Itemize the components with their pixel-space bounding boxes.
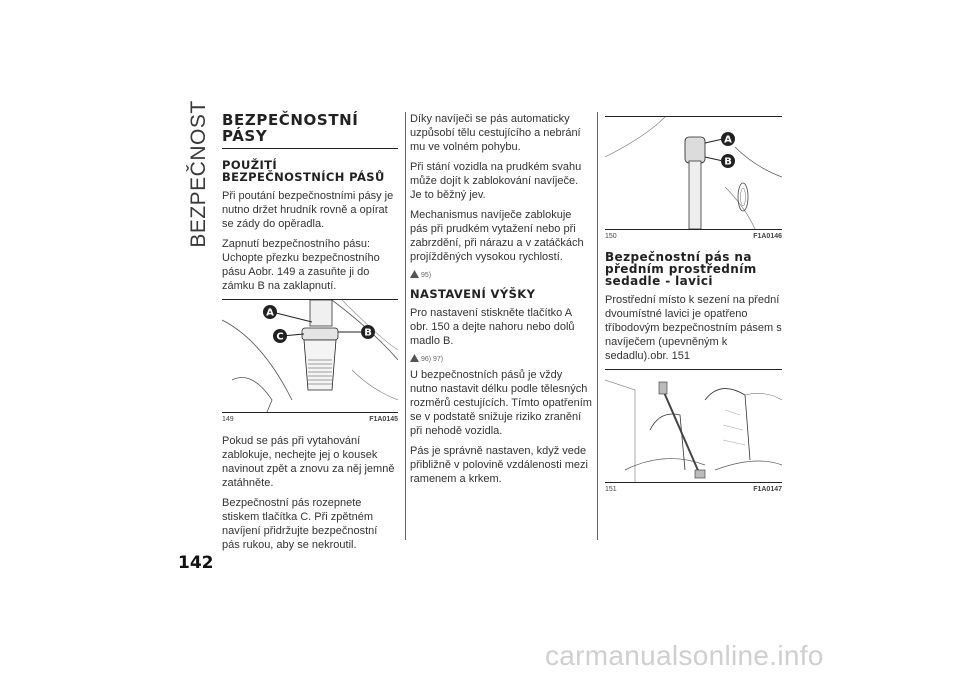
svg-text:A: A <box>266 307 274 319</box>
column-1 <box>222 112 398 558</box>
svg-text:B: B <box>364 327 372 339</box>
column-divider <box>597 112 598 540</box>
figure-150 <box>605 116 782 230</box>
page-number: 142 <box>178 553 214 573</box>
paragraph: Pokud se pás při vytahování zablokuje, nechejte jej o kousek navinout zpět a znovu za něj jemně zatáhněte. <box>222 435 395 489</box>
figure-151 <box>605 369 782 483</box>
paragraph: U bezpečnostních pásů je vždy nutno nastavit délku podle tělesných rozměrů cestujících. Tímto opatřením se v podstatě snižuje riziko zranění při nehodě vozidla. <box>410 369 592 437</box>
paragraph: Zapnutí bezpečnostního pásu: Uchopte přezku bezpečnostního pásu Aobr. 149 a zasuňte ji do zámku B na zaklapnutí. <box>222 238 380 292</box>
figure-caption <box>605 485 782 494</box>
paragraph: Prostřední místo k sezení na přední dvoumístné lavici je opatřeno tříbodovým bezpečnostním pásem s navíječem (upevněným k sedadlu).obr. 151 <box>605 294 782 362</box>
figure-code: F1A0145 <box>369 416 398 423</box>
figure-code: F1A0146 <box>753 233 782 240</box>
paragraph: Pro nastavení stiskněte tlačítko A obr. 150 a dejte nahoru nebo dolů madlo B. <box>410 307 575 347</box>
paragraph: Bezpečnostní pás rozepnete stiskem tlačítka C. Při zpětném navíjení přidržujte bezpečnostní pás rukou, aby se nekroutil. <box>222 497 378 551</box>
column-3 <box>605 112 782 504</box>
figure-code: F1A0147 <box>753 486 782 493</box>
height-adjuster-illustration <box>605 117 782 229</box>
paragraph: Pás je správně nastaven, když vede přibližně v polovině vzdálenosti mezi ramenem a krkem. <box>410 445 588 485</box>
subsection-title: POUŽITÍ BEZPEČNOSTNÍCH PÁSŮ <box>222 158 385 184</box>
paragraph: Díky navíječi se pás automaticky uzpůsobí tělu cestujícího a nebrání mu ve volném pohybu. <box>410 113 581 153</box>
section-tab <box>182 100 216 248</box>
subsection-title: NASTAVENÍ VÝŠKY <box>410 287 536 301</box>
middle-seat-belt-illustration <box>605 370 782 482</box>
figure-caption <box>605 232 782 241</box>
watermark: carmanualsonline.info <box>545 640 824 671</box>
section-tab-label: BEZPEČNOST <box>187 100 210 248</box>
figure-caption <box>222 415 398 424</box>
paragraph: Při stání vozidla na prudkém svahu může dojít k zablokování navíječe. Je to běžný jev. <box>410 161 582 201</box>
figure-number: 150 <box>605 233 617 240</box>
figure-number: 149 <box>222 416 234 423</box>
column-divider <box>405 112 406 540</box>
paragraph: Mechanismus navíječe zablokuje pás při prudkém vytažení nebo při zabrzdění, při nárazu a v zatáčkách projížděných vysokou rychlostí. <box>410 209 584 263</box>
subsection-title: Bezpečnostní pás na předním prostředním sedadle - lavici <box>605 250 757 288</box>
paragraph: Při poutání bezpečnostními pásy je nutno držet hrudník rovně a opírat se zády do opěradla. <box>222 190 394 230</box>
warning-icon <box>410 354 419 362</box>
warning-reference: 96) 97) <box>410 354 592 364</box>
figure-number: 151 <box>605 486 617 493</box>
seatbelt-buckle-illustration <box>222 300 398 412</box>
section-title: BEZPEČNOSTNÍ PÁSY <box>222 112 398 149</box>
svg-text:C: C <box>276 331 284 343</box>
svg-text:B: B <box>724 156 732 168</box>
figure-149 <box>222 299 398 413</box>
warning-reference: 95) <box>410 270 592 280</box>
warning-icon <box>410 270 419 278</box>
svg-text:A: A <box>724 134 732 146</box>
column-2 <box>410 112 592 492</box>
